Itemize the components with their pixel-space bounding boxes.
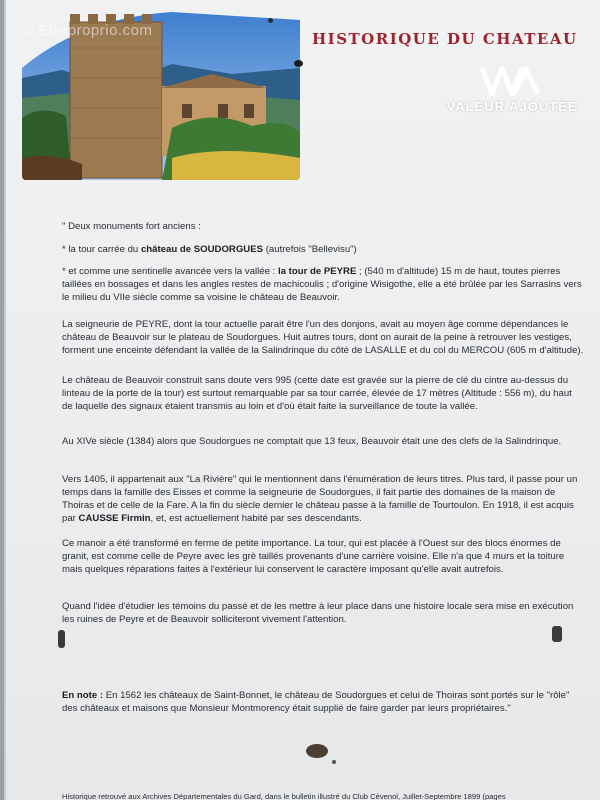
paragraph-source: Historique retrouvé aux Archives Départementales du Gard, dans le bulletin illustré du Club Cévenol, Juillet-Septembre 1899 (pages: [62, 792, 506, 800]
paragraph-etudier: Quand l'idée d'étudier les témoins du passé et de les mettre à leur place dans une histoire locale sera mise en exécution les ruines de Peyre et de Beauvoir solliciteront vivement l'attention.: [62, 601, 574, 625]
smudge-mark: [332, 760, 336, 764]
smudge-mark: [306, 744, 328, 758]
logo-text: VALEUR AJOUTÉE: [446, 99, 578, 114]
paragraph-peyre: * et comme une sentinelle avancée vers la vallée : la tour de PEYRE ; (540 m d'altitude) 15 m de haut, toutes pierres taillées en bossages et dans les angles restes de machicoulis ; d'origine Wisigothe, elle a été brûlée par les Sarrasins vers le milieu du VIIe siècle comme sa voisine le château de Beauvoir.: [62, 266, 582, 303]
paragraph-note: En note : En 1562 les châteaux de Saint-Bonnet, le château de Soudorgues et celui de Thoiras sont portés sur le "rôle" des châteaux et maisons que Monsieur Montmorency était supplié de faire garder par leurs propriétaires.": [62, 690, 570, 714]
paragraph-manoir: Ce manoir a été transformé en ferme de petite importance. La tour, qui est placée à l'Ouest sur des blocs énormes de granit, est comme celle de Peyre avec les grè taillés provenants d'une carrière voisine. Elle n'a que 4 murs et la toiture mais quelques réparations faites à l'extérieur lui conservent le caractère imposant qu'elle avait autrefois.: [62, 538, 565, 575]
smudge-mark: [552, 626, 562, 642]
paragraph-soudorgues: * la tour carrée du château de SOUDORGUES (autrefois "Bellevisu"): [62, 244, 357, 255]
notice-board: [4, 0, 600, 800]
paragraph-seigneurie: La seigneurie de PEYRE, dont la tour actuelle parait être l'un des donjons, avait au moyen âge comme dépendances le château de Beauvoir sur le plateau de Soudorgues. Huit autres tours, dont on aurait de la peine à retrouver les vestiges, forment une enceinte défendant la vallée de la Salindrinque du côté de LASALLE et du col du MERCOU (605 m d'altitude).: [62, 319, 584, 356]
smudge-mark: [268, 18, 273, 23]
paragraph-intro: " Deux monuments fort anciens :: [62, 221, 201, 232]
watermark: © Etreproprio.com: [22, 22, 153, 39]
paragraph-1405: Vers 1405, il appartenait aux "La Rivière" qui le mentionnent dans l'énumération de leurs titres. Plus tard, il passe pour un temps dans la famille des Eisses et comme la seigneurie de Soudorgues, il fait partie des domaines de la maison de Thoiras et de celle de la Fare. A la fin du siècle dernier le château passe à la famille de Tourtoulon. En 1918, il est acquis par CAUSSE Firmin, et, est actuellement habité par ses descendants.: [62, 474, 578, 524]
smudge-mark: [294, 60, 303, 67]
smudge-mark: [58, 630, 65, 648]
logo-chevron-icon: [480, 66, 544, 96]
paragraph-xive: Au XIVe siècle (1384) alors que Soudorgues ne comptait que 13 feux, Beauvoir était une des clefs de la Salindrinque.: [62, 436, 562, 447]
valeur-ajoutee-logo: [438, 66, 586, 114]
page-title: HISTORIQUE DU CHATEAU: [312, 30, 578, 48]
paragraph-beauvoir: Le château de Beauvoir construit sans doute vers 995 (cette date est gravée sur la pierre de clé du cintre au-dessus du linteau de la porte de la tour) est surtout remarquable par sa tour carrée, élevée de 17 mètres (Altitude : 556 m), du haut de laquelle des signaux étaient transmis au loin et d'où était faite la surveillance de toute la vallée.: [62, 375, 572, 412]
